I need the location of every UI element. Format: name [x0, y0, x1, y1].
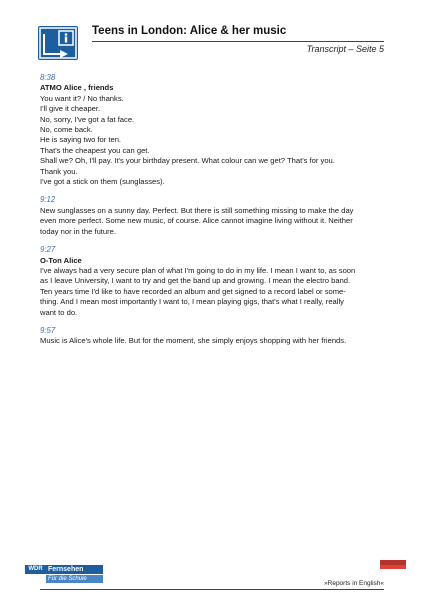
- transcript-section-3: [40, 245, 390, 318]
- transcript-line: Music is Alice's whole life. But for the moment, she simply enjoys shopping with her friends.: [40, 336, 347, 346]
- page-subtitle: Transcript – Seite 5: [306, 44, 384, 54]
- header-rule: [92, 41, 384, 42]
- transcript-line: I've always had a very secure plan of what I'm going to do in my life. I mean I want to, as soon: [40, 265, 356, 275]
- transcript-line: No, come back.: [40, 125, 93, 135]
- transcript-line: today nor in the future.: [40, 226, 116, 236]
- timestamp: 9:27: [40, 245, 56, 255]
- transcript-line: as I leave University, I want to try and get the band up and growing. I mean the electro band.: [40, 276, 351, 286]
- footer-rule: [40, 589, 384, 590]
- transcript-section-1: [40, 73, 390, 187]
- thumbnail-band: [380, 560, 406, 565]
- reports-in-english-thumbnail: [380, 560, 406, 580]
- speaker-label: ATMO Alice , friends: [40, 83, 114, 93]
- wdr-fernsehen-logo: [25, 565, 103, 589]
- transcript-line: thing. And I mean most importantly I want to, I mean playing gigs, that's what I really, really: [40, 297, 344, 307]
- schule-logo-text: Für die Schule: [46, 575, 103, 583]
- transcript-line: Shall we? Oh, I'll pay. It's your birthday present. What colour can we get? That's for you.: [40, 156, 335, 166]
- fernsehen-logo-text: Fernsehen: [46, 565, 103, 574]
- transcript-line: No, sorry, I've got a fat face.: [40, 114, 135, 124]
- page-title: Teens in London: Alice & her music: [92, 25, 287, 37]
- transcript-line: New sunglasses on a sunny day. Perfect. But there is still something missing to make the day: [40, 205, 354, 215]
- timestamp: 9:57: [40, 325, 56, 335]
- transcript-section-2: [40, 195, 390, 237]
- timestamp: 8:38: [40, 73, 56, 82]
- thumbnail-figures: [380, 569, 406, 580]
- transcript-line: I've got a stick on them (sunglasses).: [40, 177, 165, 187]
- info-sign-logo-icon: [38, 26, 78, 60]
- transcript-line: even more perfect. Some new music, of course. Alice cannot imagine living without it. Neither: [40, 216, 353, 226]
- transcript-line: want to do.: [40, 307, 78, 317]
- transcript-line: Ten years time I'd like to have recorded an album and get signed to a record label or some-: [40, 286, 346, 296]
- transcript-line: I'll give it cheaper.: [40, 104, 101, 114]
- series-name: »Reports in English«: [324, 580, 384, 587]
- timestamp: 9:12: [40, 195, 56, 205]
- transcript-line: He is saying two for ten.: [40, 135, 122, 145]
- wdr-logo-text: WDR: [25, 565, 46, 574]
- transcript-body: [40, 73, 390, 355]
- transcript-section-4: [40, 326, 390, 347]
- transcript-line: You want it? / No thanks.: [40, 93, 124, 103]
- transcript-line: Thank you.: [40, 166, 78, 176]
- transcript-line: That's the cheapest you can get.: [40, 145, 150, 155]
- speaker-label: O-Ton Alice: [40, 255, 82, 265]
